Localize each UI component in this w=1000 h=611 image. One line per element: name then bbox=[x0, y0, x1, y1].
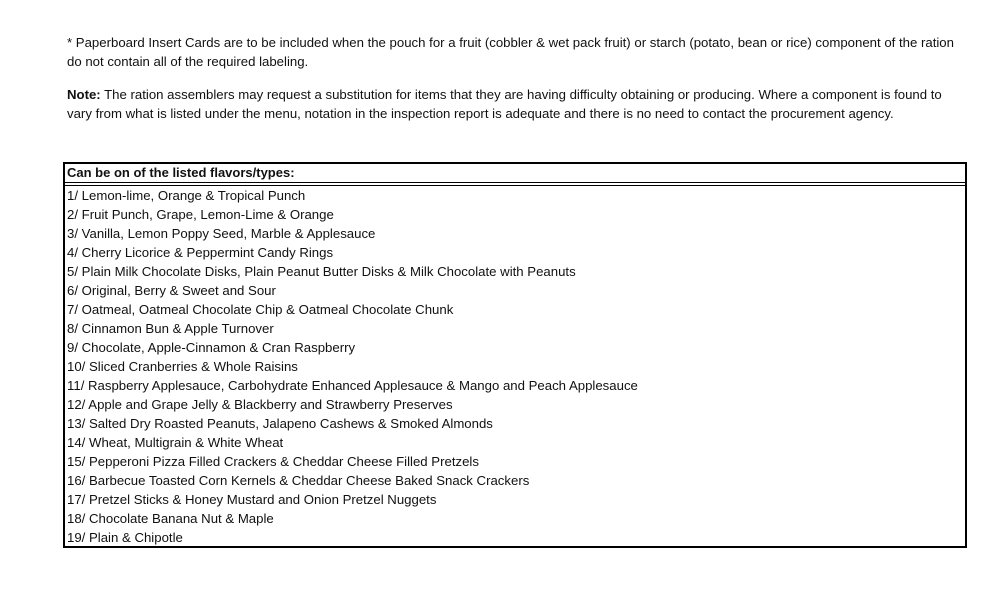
footnote-paragraph: * Paperboard Insert Cards are to be included when the pouch for a fruit (cobbler & wet pack fruit) or starch (potato, bean or rice) component of the ration do not contain all of the required labeling. bbox=[67, 35, 954, 69]
table-row: 7/ Oatmeal, Oatmeal Chocolate Chip & Oatmeal Chocolate Chunk bbox=[67, 302, 454, 317]
table-row: 12/ Apple and Grape Jelly & Blackberry and Strawberry Preserves bbox=[67, 397, 453, 412]
table-row: 2/ Fruit Punch, Grape, Lemon-Lime & Orange bbox=[67, 207, 334, 222]
flavor-table-header: Can be on of the listed flavors/types: bbox=[65, 164, 965, 183]
note-text: The ration assemblers may request a substitution for items that they are having difficulty obtaining or producing. Where a component is found to vary from what is listed under the menu, notation in the inspection report is adequate and there is no need to contact the procurement agency. bbox=[67, 87, 942, 121]
table-row: 17/ Pretzel Sticks & Honey Mustard and Onion Pretzel Nuggets bbox=[67, 492, 437, 507]
table-row: 15/ Pepperoni Pizza Filled Crackers & Cheddar Cheese Filled Pretzels bbox=[67, 454, 479, 469]
table-row: 5/ Plain Milk Chocolate Disks, Plain Peanut Butter Disks & Milk Chocolate with Peanuts bbox=[67, 264, 576, 279]
table-row: 14/ Wheat, Multigrain & White Wheat bbox=[67, 435, 284, 450]
flavor-table bbox=[63, 162, 967, 548]
table-row: 1/ Lemon-lime, Orange & Tropical Punch bbox=[67, 188, 306, 203]
table-row: 3/ Vanilla, Lemon Poppy Seed, Marble & Applesauce bbox=[67, 226, 376, 241]
table-row: 13/ Salted Dry Roasted Peanuts, Jalapeno Cashews & Smoked Almonds bbox=[67, 416, 493, 431]
table-row: 4/ Cherry Licorice & Peppermint Candy Rings bbox=[67, 245, 334, 260]
table-row: 10/ Sliced Cranberries & Whole Raisins bbox=[67, 359, 298, 374]
flavor-list bbox=[65, 186, 965, 547]
table-row: 9/ Chocolate, Apple-Cinnamon & Cran Raspberry bbox=[67, 340, 356, 355]
note-label: Note: bbox=[67, 87, 101, 102]
table-row: 6/ Original, Berry & Sweet and Sour bbox=[67, 283, 276, 298]
table-row: 18/ Chocolate Banana Nut & Maple bbox=[67, 511, 274, 526]
note-paragraph bbox=[67, 85, 967, 123]
table-row: 8/ Cinnamon Bun & Apple Turnover bbox=[67, 321, 274, 336]
table-row: 16/ Barbecue Toasted Corn Kernels & Cheddar Cheese Baked Snack Crackers bbox=[67, 473, 530, 488]
table-row: 11/ Raspberry Applesauce, Carbohydrate Enhanced Applesauce & Mango and Peach Applesauce bbox=[67, 378, 638, 393]
table-row: 19/ Plain & Chipotle bbox=[67, 530, 183, 545]
